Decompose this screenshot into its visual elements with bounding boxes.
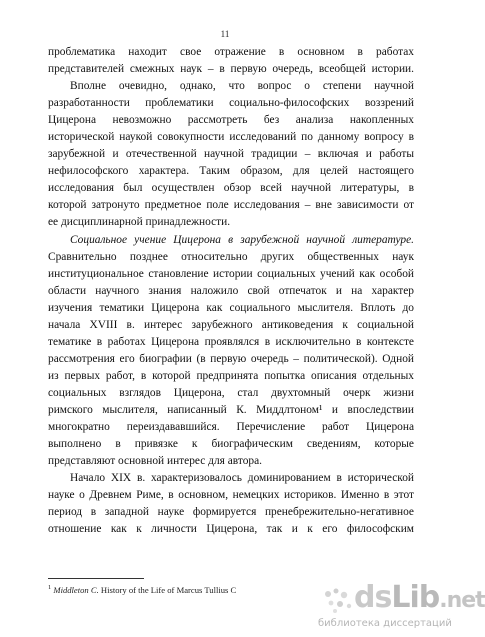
text-line xyxy=(48,368,414,385)
line-text: тематике в работах Цицерона проявлялся в исключительно в контексте xyxy=(48,335,414,348)
text-line xyxy=(48,95,414,112)
line-text: выполнено в привязке к биографическим сведениям, которые xyxy=(48,438,414,451)
line-text: зарубежной и отечественной научной традиции – включая и работы xyxy=(48,148,414,161)
text-line xyxy=(48,470,414,487)
line-text: Вполне очевидно, однако, что вопрос о степени научной xyxy=(70,80,414,93)
text-line xyxy=(48,112,414,129)
line-text: проблематика находит свое отражение в основном в работах xyxy=(48,46,414,58)
footnote-marker: 1 xyxy=(48,584,52,592)
footnote xyxy=(48,585,348,595)
text-line xyxy=(48,61,414,78)
text-line xyxy=(48,214,414,231)
text-line xyxy=(48,487,414,504)
line-text: представителей смежных наук – в первую очередь, всеобщей истории. xyxy=(48,63,414,76)
line-text: Цицерона невозможно рассмотреть без анализа накопленных xyxy=(48,114,414,127)
text-line xyxy=(48,78,414,95)
footnote-author: Middleton C. xyxy=(53,585,99,595)
line-text: начала XVIII в. интерес зарубежного антиковедения к социальной xyxy=(48,318,414,331)
text-line xyxy=(48,44,414,61)
line-text: нефилософского характера. Таким образом, для целей настоящего xyxy=(48,165,414,178)
text-line xyxy=(48,129,414,146)
text-line xyxy=(48,146,414,163)
line-text: рассмотрения его биографии (в первую очередь – политической). Одной xyxy=(48,352,414,365)
text-line xyxy=(48,300,414,317)
line-text: из первых работ, в которой предпринята попытка описания отдельных xyxy=(48,369,414,382)
section-heading-italic: Социальное учение Цицерона в зарубежной научной литературе. xyxy=(70,233,414,246)
text-line xyxy=(48,180,414,197)
line-text: социальных взглядов Цицерона, стал двухтомный очерк жизни xyxy=(48,386,414,399)
page-number: 11 xyxy=(220,29,230,39)
dslib-watermark-logo xyxy=(318,580,485,634)
document-body xyxy=(48,44,414,538)
dslib-dots-icon xyxy=(322,586,354,616)
text-line xyxy=(48,436,414,453)
text-line xyxy=(48,334,414,351)
line-text: области научного знания наложило свой отпечаток и на характер xyxy=(48,284,414,297)
footnote-text: History of the Life of Marcus Tullius C xyxy=(98,585,237,595)
line-text: отношение как к личности Цицерона, так и к его философским xyxy=(48,523,414,536)
text-line xyxy=(48,504,414,521)
line-text: многократно переиздававшийся. Перечисление работ Цицерона xyxy=(48,421,414,434)
line-text: которой затронуто предметное поле исследования – вне зависимости от xyxy=(48,199,414,212)
line-text: изучения тематики Цицерона как социального мыслителя. Вплоть до xyxy=(48,301,414,314)
text-line xyxy=(48,453,414,470)
dslib-subtitle: библиотека диссертаций xyxy=(318,618,452,629)
text-line xyxy=(48,283,414,300)
line-text: период в западной науке формируется пренебрежительно-негативное xyxy=(48,506,414,519)
line-text: представляют основной интерес для автора. xyxy=(48,455,262,468)
text-line xyxy=(48,232,414,249)
text-line xyxy=(48,266,414,283)
line-text: исследования был осуществлен обзор всей научной литературы, в xyxy=(48,182,414,195)
line-text: институциональное становление истории социальных учений как особой xyxy=(48,267,414,280)
line-text: науке о Древнем Риме, в основном, немецких историков. Именно в этот xyxy=(48,489,414,502)
text-line xyxy=(48,402,414,419)
text-line xyxy=(48,385,414,402)
text-line xyxy=(48,419,414,436)
text-line xyxy=(48,521,414,538)
line-text: ее дисциплинарной принадлежности. xyxy=(48,216,231,229)
text-line xyxy=(48,249,414,266)
text-line xyxy=(48,317,414,334)
line-text: Сравнительно позднее относительно других общественных наук xyxy=(48,250,414,263)
line-text: Начало XIX в. характеризовалось доминированием в исторической xyxy=(70,472,414,485)
text-line xyxy=(48,197,414,214)
dslib-logo-text: dsLib.net xyxy=(354,580,485,615)
line-text: римского мыслителя, написанный К. Миддлтоном¹ и впоследствии xyxy=(48,403,414,416)
line-text: исторической наукой совокупности исследований по данному вопросу в xyxy=(48,131,414,144)
footnote-divider xyxy=(48,578,144,579)
line-text: разработанности проблематики социально-философских воззрений xyxy=(48,97,414,110)
text-line xyxy=(48,351,414,368)
text-line xyxy=(48,163,414,180)
